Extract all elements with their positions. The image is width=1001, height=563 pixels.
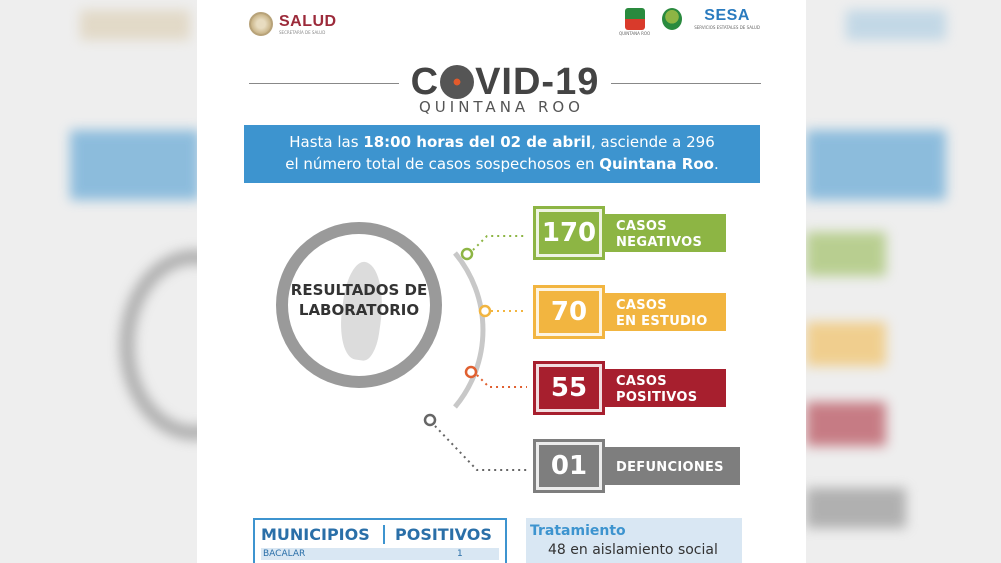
laboratory-label-line1: RESULTADOS DE bbox=[290, 281, 428, 299]
stat-value: 70 bbox=[536, 288, 602, 336]
stat-label bbox=[604, 447, 740, 485]
stat-value: 01 bbox=[536, 442, 602, 490]
stat-positivos bbox=[536, 364, 726, 412]
stat-value: 55 bbox=[536, 364, 602, 412]
connector-negativos bbox=[473, 236, 527, 250]
municipio-value: 1 bbox=[457, 549, 463, 559]
laboratory-label-line2: LABORATORIO bbox=[298, 301, 420, 319]
stat-label-line1: CASOS bbox=[616, 218, 667, 234]
blur-shape bbox=[120, 250, 197, 440]
stat-label-line1: DEFUNCIONES bbox=[616, 459, 724, 475]
background-right-blur bbox=[806, 0, 1001, 563]
blur-shape bbox=[806, 322, 886, 366]
stat-negativos bbox=[536, 209, 726, 257]
sesa-logo-subtext: SERVICIOS ESTATALES DE SALUD bbox=[694, 25, 760, 30]
stat-label bbox=[604, 293, 726, 331]
banner-emphasis: Quintana Roo bbox=[599, 155, 714, 173]
stat-label-line1: CASOS bbox=[616, 297, 667, 313]
ring-dot-negativos bbox=[462, 249, 472, 259]
blur-shape bbox=[80, 10, 190, 40]
tratamiento-panel bbox=[526, 518, 742, 563]
ring-dot-defunciones bbox=[425, 415, 435, 425]
municipio-name: BACALAR bbox=[263, 549, 306, 559]
stat-label-line2: NEGATIVOS bbox=[616, 234, 703, 250]
tratamiento-line: 48 en aislamiento social bbox=[548, 542, 718, 558]
municipios-table bbox=[253, 518, 507, 563]
banner-text: Hasta las bbox=[289, 133, 364, 151]
blur-shape bbox=[806, 130, 946, 200]
stat-label-line2: POSITIVOS bbox=[616, 389, 698, 405]
connector-defunciones bbox=[435, 426, 527, 470]
banner-emphasis: 18:00 horas del 02 de abril bbox=[363, 133, 591, 151]
title-part-2: VID-19 bbox=[475, 61, 600, 103]
blur-shape bbox=[806, 488, 906, 528]
stat-en-estudio bbox=[536, 288, 726, 336]
outer-ring-arc bbox=[455, 253, 483, 407]
stat-value: 170 bbox=[536, 209, 602, 257]
salud-logo-subtext: SECRETARÍA DE SALUD bbox=[279, 29, 326, 35]
blur-shape bbox=[70, 130, 197, 200]
covid-poster bbox=[197, 0, 806, 563]
blur-shape bbox=[806, 402, 886, 446]
column-header-municipios: MUNICIPIOS bbox=[255, 525, 385, 544]
background-left-blur bbox=[0, 0, 197, 563]
title-part-1: C bbox=[410, 61, 440, 103]
banner-text: . bbox=[713, 155, 719, 173]
blur-shape bbox=[806, 232, 886, 276]
stat-defunciones bbox=[536, 442, 740, 490]
blur-shape bbox=[846, 10, 946, 40]
banner-text: el número total de casos sospechosos en bbox=[285, 155, 600, 173]
stat-label-line1: CASOS bbox=[616, 373, 667, 389]
stat-label bbox=[604, 214, 726, 252]
municipios-table-header bbox=[255, 520, 505, 548]
stat-label-line2: EN ESTUDIO bbox=[616, 313, 708, 329]
laboratory-label bbox=[276, 280, 442, 320]
sesa-logo-text: SESA bbox=[704, 7, 750, 24]
stat-label bbox=[604, 369, 726, 407]
tratamiento-title: Tratamiento bbox=[530, 523, 626, 539]
connector-positivos bbox=[477, 375, 527, 387]
quintana-roo-caption: QUINTANA ROO bbox=[618, 31, 651, 36]
table-row bbox=[261, 548, 499, 560]
page-subtitle: QUINTANA ROO bbox=[419, 98, 584, 116]
ring-dot-positivos bbox=[466, 367, 476, 377]
salud-logo-text: SALUD bbox=[279, 12, 337, 30]
banner-text: , asciende a 296 bbox=[590, 133, 715, 151]
column-header-positivos: POSITIVOS bbox=[395, 524, 492, 544]
ring-dot-estudio bbox=[480, 306, 490, 316]
